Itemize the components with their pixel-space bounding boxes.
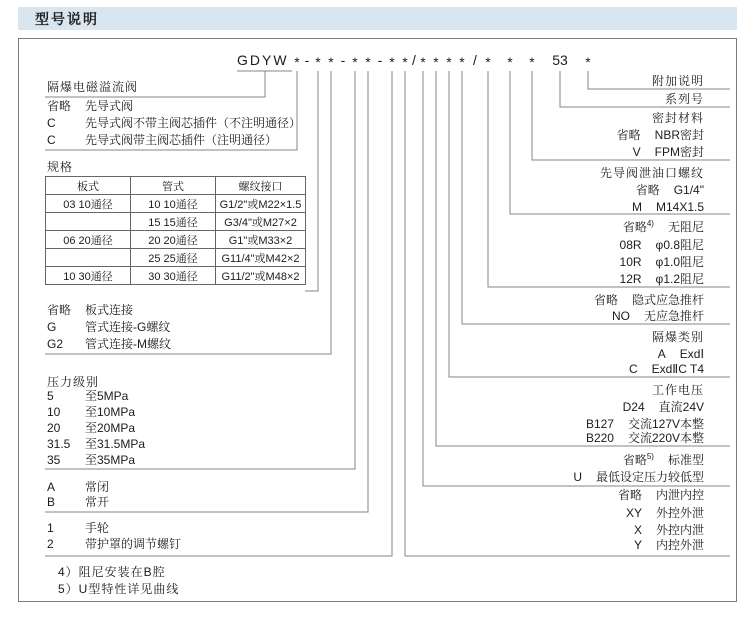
spec-col-thread: 螺纹接口: [216, 177, 306, 195]
pressure-row: 5 至5MPa: [47, 389, 129, 403]
connection-row: 省略 板式连接: [47, 303, 134, 317]
control-row: Y 内控外泄: [633, 538, 704, 552]
model-star-8: *: [420, 54, 426, 70]
spec-table-row: 03 10通径 10 10通径 G1/2"或M22×1.5: [46, 195, 306, 213]
explosion-section-label: 隔爆类别: [651, 330, 704, 344]
seal-row: 省略 NBR密封: [616, 128, 704, 142]
spec-section-label: 规格: [47, 160, 74, 174]
control-row: X 外控内泄: [633, 523, 704, 537]
seal-section-label: 密封材料: [651, 111, 704, 125]
voltage-row: B220 交流220V本整: [585, 431, 704, 445]
damping-row: 10R φ1.0阻尼: [619, 255, 704, 269]
type-row: 省略 $^{5)}$ 标准型: [622, 452, 704, 467]
section-header-bar: [18, 7, 737, 30]
model-star-14: *: [529, 54, 535, 70]
addendum-label: 附加说明: [651, 74, 704, 88]
footnote-ref-5: 5): [646, 452, 654, 461]
pressure-section-label: 压力级别: [47, 375, 100, 389]
voltage-row: D24 直流24V: [622, 400, 704, 414]
model-star-15: *: [585, 54, 591, 70]
main-valve-label: 隔爆电磁溢流阀: [47, 80, 139, 94]
model-star-7: *: [402, 54, 408, 70]
damping-row: 12R φ1.2阻尼: [619, 272, 704, 286]
seal-row: V FPM密封: [632, 145, 704, 159]
pressure-row: 35 至35MPa: [47, 453, 136, 467]
model-dash-2: -: [340, 52, 346, 68]
spec-table-row: 10 30通径 30 30通径 G11/2"或M48×2: [46, 267, 306, 285]
series-label: 系列号: [664, 92, 704, 106]
control-row: XY 外控外泄: [625, 506, 704, 520]
pressure-row: 31.5 至31.5MPa: [47, 437, 146, 451]
spec-table-row: 15 15通径 G3/4"或M27×2: [46, 213, 306, 231]
type-row: U 最低设定压力较低型: [573, 470, 704, 484]
push-rod-row: NO 无应急推杆: [611, 309, 704, 323]
model-dash-3: -: [377, 52, 383, 68]
model-star-5: *: [365, 54, 371, 70]
pilot-row: C 先导式阀带主阀芯插件（注明通径）: [47, 133, 278, 147]
spec-table-row: 25 25通径 G11/4"或M42×2: [46, 249, 306, 267]
model-series-number: 53: [552, 52, 568, 68]
pilot-row: C 先导式阀不带主阀芯插件（不注明通径）: [47, 116, 302, 130]
pilot-row: 省略 先导式阀: [47, 99, 134, 113]
spec-table-header-row: [46, 177, 306, 195]
page-title: 型号说明: [35, 10, 99, 27]
explosion-row: A ExdⅠ: [657, 347, 704, 361]
push-rod-row: 省略 隐式应急推杆: [593, 293, 704, 307]
drain-section-label: 先导阀泄油口螺纹: [599, 166, 704, 180]
connection-row: G 管式连接-G螺纹: [47, 320, 171, 334]
model-star-9: *: [433, 54, 439, 70]
model-star-11: *: [459, 54, 465, 70]
footnote-4: 4）阻尼安装在B腔: [58, 565, 166, 579]
model-star-10: *: [446, 54, 452, 70]
adjust-row: 2 带护罩的调节螺钉: [47, 537, 182, 551]
control-row: 省略 内泄内控: [617, 488, 704, 502]
model-star-3: *: [328, 54, 334, 70]
model-star-4: *: [352, 54, 358, 70]
model-dash-1: -: [304, 52, 310, 68]
model-prefix: GDYW: [237, 52, 289, 68]
model-star-1: *: [294, 54, 300, 70]
model-slash-1: /: [412, 52, 416, 68]
voltage-row: B127 交流127V本整: [585, 417, 704, 431]
spec-col-tube: 管式: [131, 177, 216, 195]
footnote-5: 5）U型特性详见曲线: [58, 582, 180, 596]
spec-col-board: 板式: [46, 177, 131, 195]
model-star-12: *: [485, 54, 491, 70]
drain-row: M M14X1.5: [631, 200, 704, 214]
drain-row: 省略 G1/4": [635, 183, 704, 197]
model-star-6: *: [389, 54, 395, 70]
pressure-row: 10 至10MPa: [47, 405, 136, 419]
spec-table-row: 06 20通径 20 20通径 G1"或M33×2: [46, 231, 306, 249]
pressure-row: 20 至20MPa: [47, 421, 136, 435]
damping-row: 省略 $^{4)}$ 无阻尼: [622, 219, 704, 234]
model-slash-2: /: [473, 52, 477, 68]
explosion-row: C ExdⅡC T4: [628, 362, 704, 376]
model-star-2: *: [315, 54, 321, 70]
model-star-13: *: [507, 54, 513, 70]
damping-row: 08R φ0.8阻尼: [619, 238, 704, 252]
function-row: B 常开: [47, 495, 110, 509]
adjust-row: 1 手轮: [47, 521, 110, 535]
connection-row: G2 管式连接-M螺纹: [47, 337, 171, 351]
voltage-section-label: 工作电压: [651, 383, 704, 397]
function-row: A 常闭: [47, 480, 110, 494]
footnote-ref-4: 4): [646, 219, 654, 228]
spec-table: [45, 176, 306, 285]
